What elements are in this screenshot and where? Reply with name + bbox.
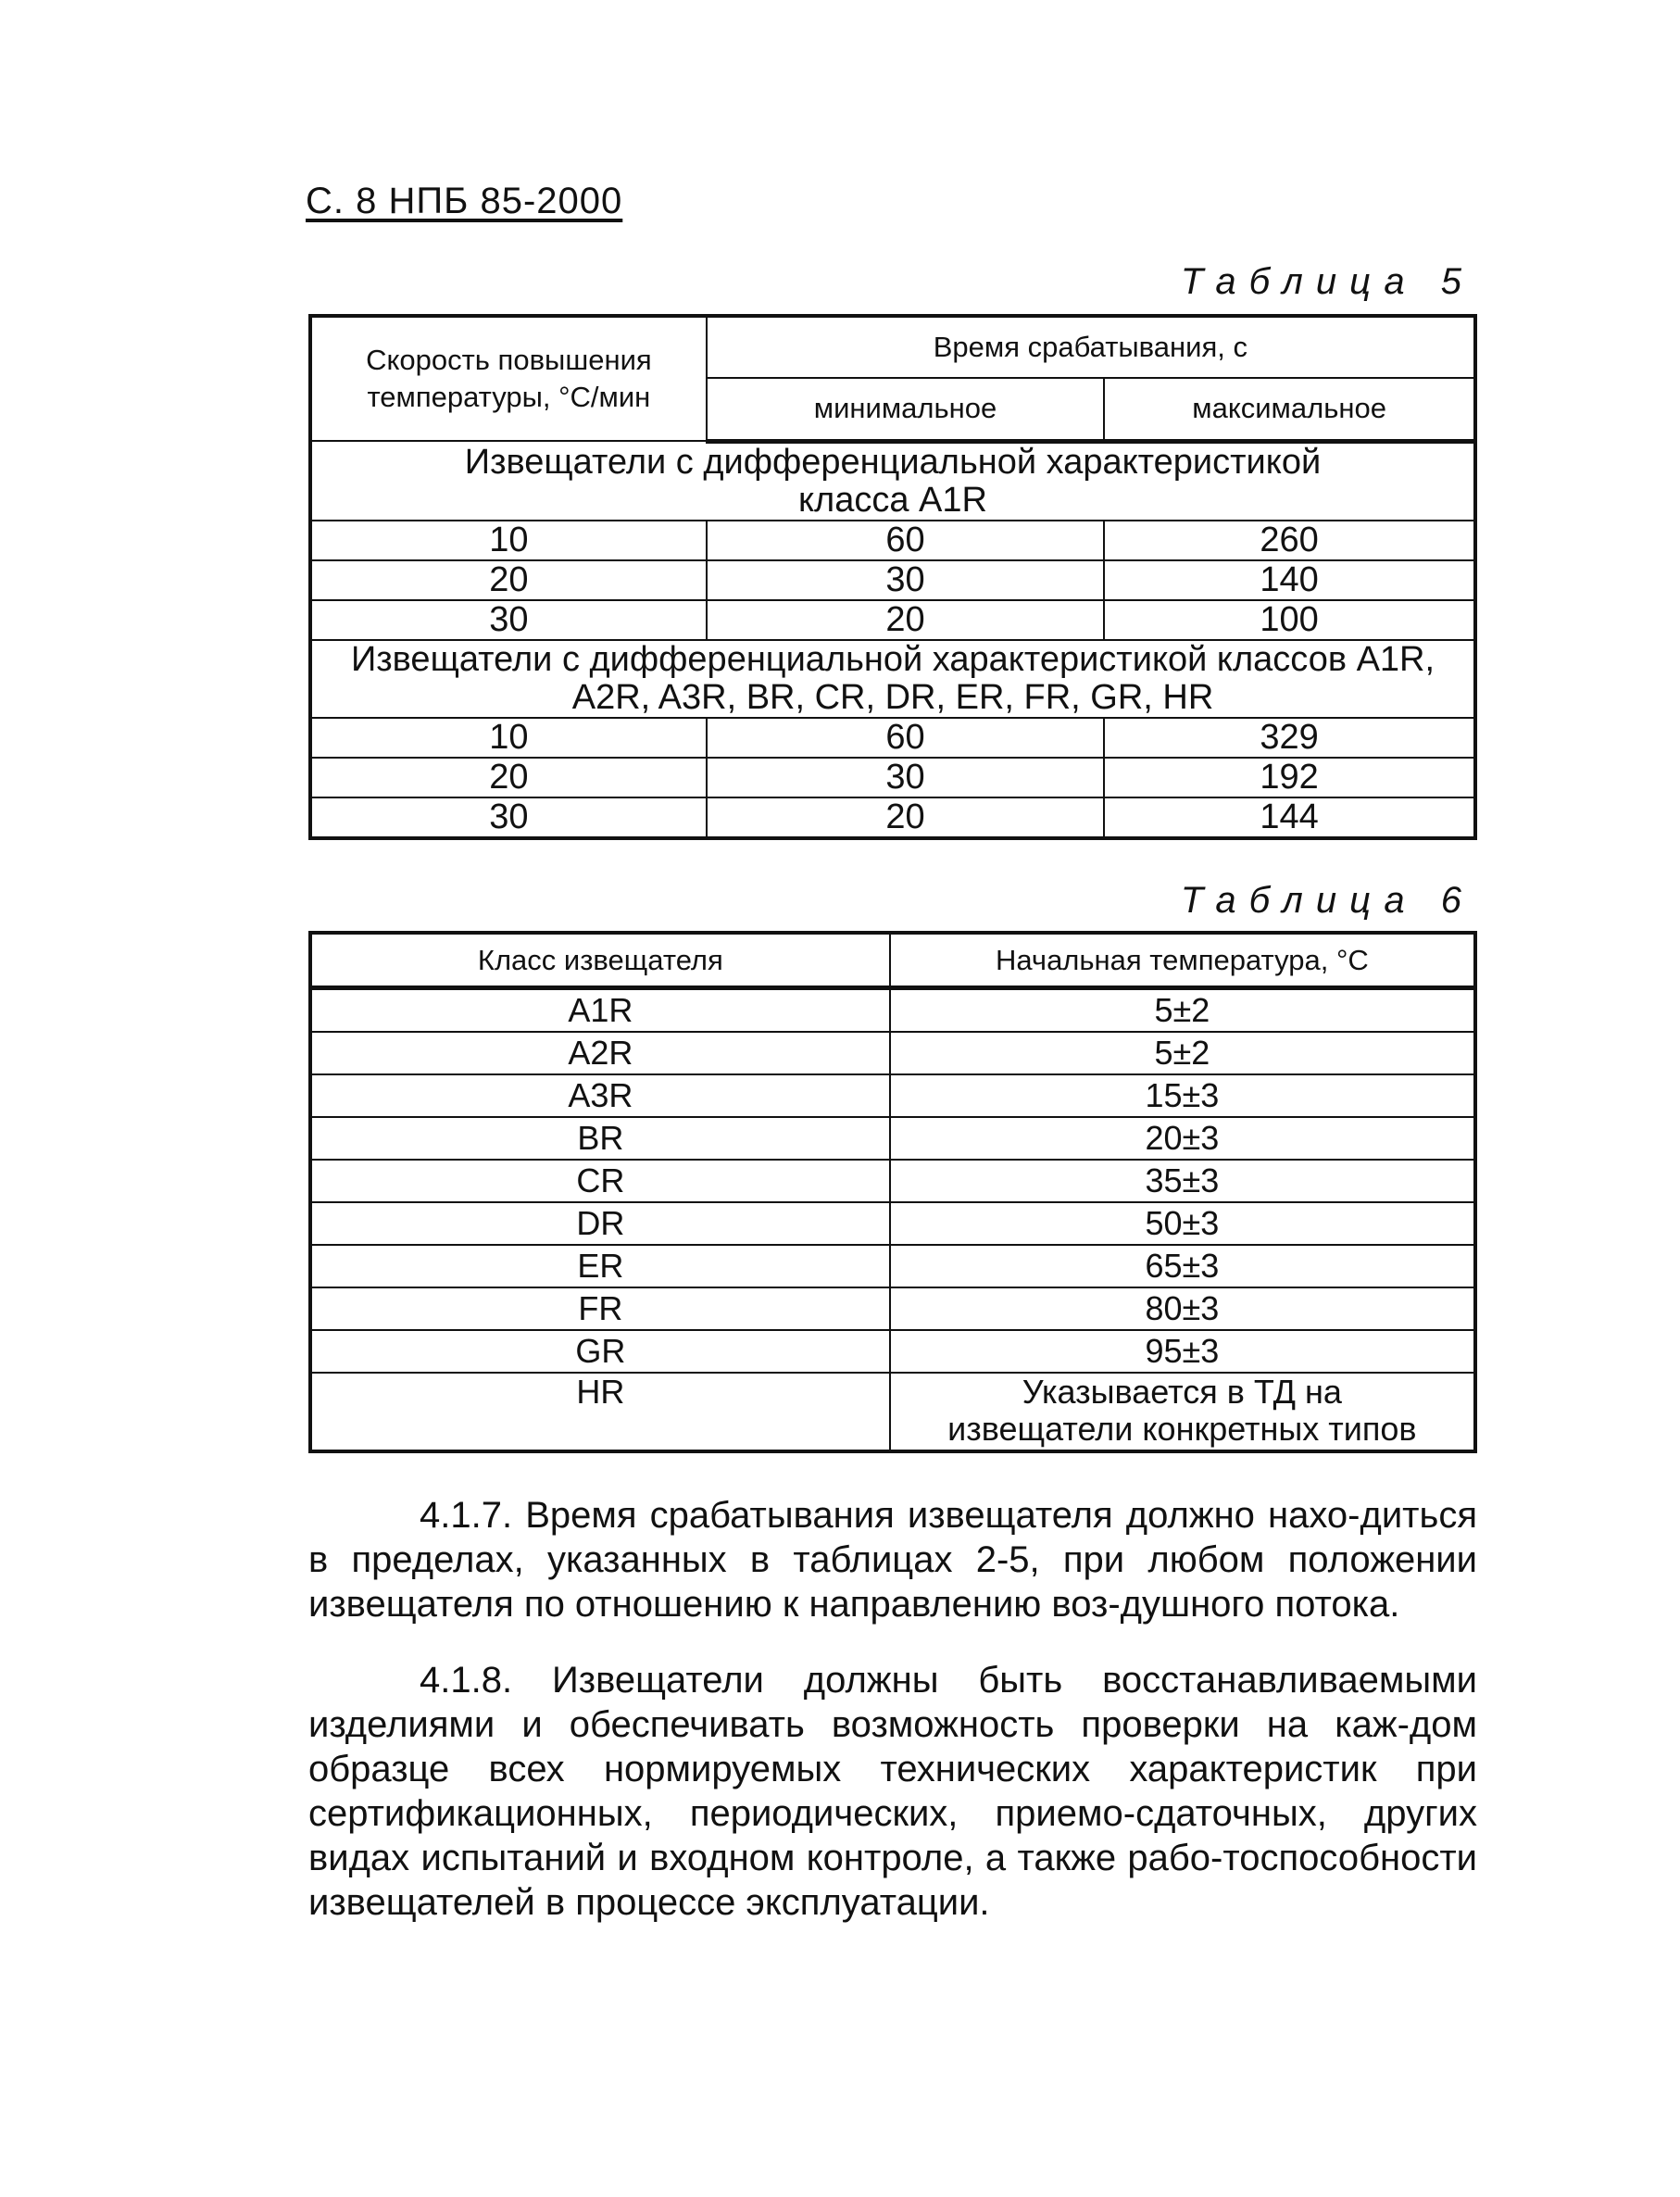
temp-cell: 80±3 bbox=[890, 1287, 1475, 1330]
rate-cell: 10 bbox=[310, 521, 707, 560]
rate-cell: 30 bbox=[310, 797, 707, 838]
table6-col-class: Класс извещателя bbox=[310, 933, 890, 988]
rate-cell: 20 bbox=[310, 560, 707, 600]
min-cell: 20 bbox=[707, 797, 1104, 838]
table6-col-temp: Начальная температура, °С bbox=[890, 933, 1475, 988]
class-cell: A2R bbox=[310, 1032, 890, 1074]
rate-cell: 30 bbox=[310, 600, 707, 640]
max-cell: 100 bbox=[1104, 600, 1475, 640]
table5-col-time: Время срабатывания, с bbox=[707, 316, 1475, 378]
table5 bbox=[308, 314, 1477, 840]
max-cell: 140 bbox=[1104, 560, 1475, 600]
max-cell: 260 bbox=[1104, 521, 1475, 560]
temp-cell: 50±3 bbox=[890, 1202, 1475, 1245]
rate-cell: 10 bbox=[310, 718, 707, 758]
temp-cell: 5±2 bbox=[890, 1032, 1475, 1074]
table-row bbox=[310, 1330, 1475, 1373]
table6-caption: Таблица 6 bbox=[1180, 880, 1474, 921]
table-row bbox=[310, 600, 1475, 640]
max-cell: 144 bbox=[1104, 797, 1475, 838]
temp-cell: 65±3 bbox=[890, 1245, 1475, 1287]
class-cell: CR bbox=[310, 1160, 890, 1202]
table5-group-title: Извещатели с дифференциальной характеристикой класса A1R bbox=[310, 441, 1475, 521]
class-cell: A3R bbox=[310, 1074, 890, 1117]
table-row bbox=[310, 521, 1475, 560]
max-cell: 329 bbox=[1104, 718, 1475, 758]
min-cell: 30 bbox=[707, 560, 1104, 600]
table-row bbox=[310, 1032, 1475, 1074]
temp-cell: 35±3 bbox=[890, 1160, 1475, 1202]
temp-cell: 95±3 bbox=[890, 1330, 1475, 1373]
min-cell: 60 bbox=[707, 521, 1104, 560]
table-row bbox=[310, 988, 1475, 1033]
table5-col-rate: Скорость повышения температуры, °С/мин bbox=[310, 316, 707, 441]
table-row bbox=[310, 1245, 1475, 1287]
table-row bbox=[310, 1074, 1475, 1117]
class-cell: ER bbox=[310, 1245, 890, 1287]
min-cell: 30 bbox=[707, 758, 1104, 797]
table5-col-min: минимальное bbox=[707, 378, 1104, 441]
class-cell: DR bbox=[310, 1202, 890, 1245]
temp-cell: 15±3 bbox=[890, 1074, 1475, 1117]
temp-cell: Указывается в ТД на извещатели конкретных типов bbox=[890, 1373, 1475, 1451]
table-row bbox=[310, 758, 1475, 797]
table-row bbox=[310, 718, 1475, 758]
class-cell: HR bbox=[310, 1373, 890, 1451]
max-cell: 192 bbox=[1104, 758, 1475, 797]
table-row bbox=[310, 1160, 1475, 1202]
paragraph-4-1-7: 4.1.7. Время срабатывания извещателя должно нахо-диться в пределах, указанных в таблицах 2-5, при любом положении извещателя по отношению к направлению воз-душного потока. bbox=[308, 1495, 1477, 1625]
class-cell: GR bbox=[310, 1330, 890, 1373]
min-cell: 60 bbox=[707, 718, 1104, 758]
table6 bbox=[308, 931, 1477, 1453]
table-row bbox=[310, 1373, 1475, 1451]
temp-cell: 5±2 bbox=[890, 988, 1475, 1033]
page-header: С. 8 НПБ 85-2000 bbox=[306, 181, 623, 221]
class-cell: A1R bbox=[310, 988, 890, 1033]
table5-col-max: максимальное bbox=[1104, 378, 1475, 441]
paragraph-4-1-8: 4.1.8. Извещатели должны быть восстанавливаемыми изделиями и обеспечивать возможность проверки на каж-дом образце всех нормируемых технических характеристик при сертификационных, периодических, приемо-сдаточных, других видах испытаний и входном контроле, а также рабо-тоспособности извещателей в процессе эксплуатации. bbox=[308, 1660, 1477, 1923]
table-row bbox=[310, 1117, 1475, 1160]
min-cell: 20 bbox=[707, 600, 1104, 640]
temp-cell: 20±3 bbox=[890, 1117, 1475, 1160]
table-row bbox=[310, 560, 1475, 600]
rate-cell: 20 bbox=[310, 758, 707, 797]
table5-group-title: Извещатели с дифференциальной характеристикой классов A1R, A2R, A3R, BR, CR, DR, ER, FR, GR, HR bbox=[310, 640, 1475, 718]
table-row bbox=[310, 797, 1475, 838]
class-cell: FR bbox=[310, 1287, 890, 1330]
table5-caption: Таблица 5 bbox=[1180, 261, 1474, 302]
class-cell: BR bbox=[310, 1117, 890, 1160]
table-row bbox=[310, 1202, 1475, 1245]
table-row bbox=[310, 1287, 1475, 1330]
